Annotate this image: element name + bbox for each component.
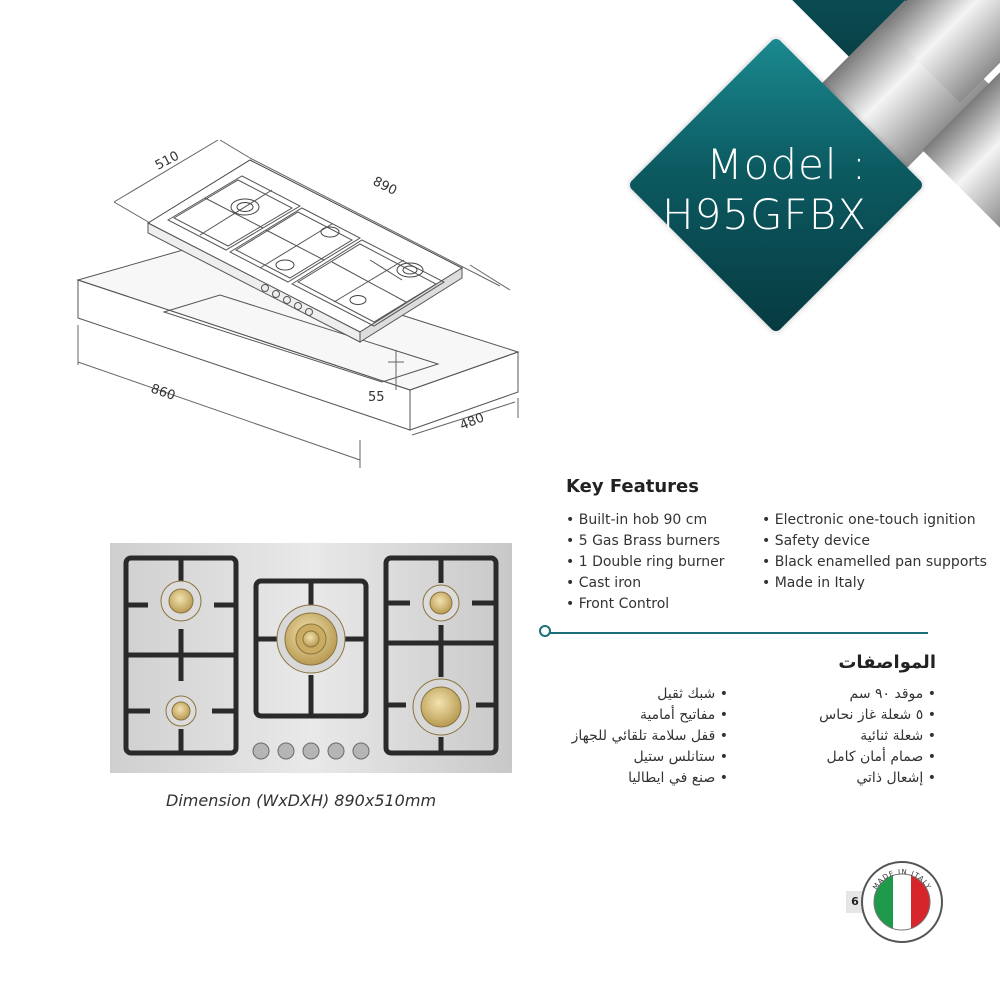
spec-item: • مفاتيح أمامية [572, 705, 728, 726]
badge-text: MADE IN ITALY [871, 867, 933, 892]
arabic-specs-title: المواصفات [838, 652, 936, 673]
page-number: 6 [846, 891, 864, 913]
arabic-specs-right [819, 684, 936, 789]
model-number: H95GFBX [661, 190, 867, 239]
feature-item: • Made in Italy [762, 573, 987, 594]
product-photo [110, 543, 512, 773]
dim-890: 890 [370, 174, 400, 199]
feature-item: • Electronic one-touch ignition [762, 510, 987, 531]
spec-item: • شعلة ثنائية [819, 726, 936, 747]
key-features-title: Key Features [566, 476, 699, 497]
feature-item: • 1 Double ring burner [566, 552, 725, 573]
key-features-right [762, 510, 987, 594]
feature-item: • 5 Gas Brass burners [566, 531, 725, 552]
spec-item: • صنع في ايطاليا [572, 768, 728, 789]
dim-480: 480 [457, 410, 487, 434]
spec-item: • ٥ شعلة غاز نحاس [819, 705, 936, 726]
feature-item: • Cast iron [566, 573, 725, 594]
dim-55: 55 [368, 390, 385, 405]
dim-860: 860 [148, 381, 178, 404]
section-divider [548, 632, 928, 634]
divider-dot [539, 625, 551, 637]
model-label: Model : [706, 140, 867, 189]
made-in-italy-badge [860, 860, 944, 944]
dim-510: 510 [152, 148, 182, 174]
feature-item: • Safety device [762, 531, 987, 552]
model-badge [624, 33, 929, 338]
technical-drawing [70, 140, 540, 470]
key-features-left [566, 510, 725, 615]
feature-item: • Black enamelled pan supports [762, 552, 987, 573]
feature-item: • Built-in hob 90 cm [566, 510, 725, 531]
spec-item: • ستانلس ستيل [572, 747, 728, 768]
dimension-caption: Dimension (WxDXH) 890x510mm [166, 791, 437, 810]
feature-item: • Front Control [566, 594, 725, 615]
spec-item: • موقد ٩٠ سم [819, 684, 936, 705]
spec-item: • شبك ثقيل [572, 684, 728, 705]
arabic-specs-left [572, 684, 728, 789]
spec-item: • قفل سلامة تلقائي للجهاز [572, 726, 728, 747]
spec-item: • إشعال ذاتي [819, 768, 936, 789]
spec-item: • صمام أمان كامل [819, 747, 936, 768]
